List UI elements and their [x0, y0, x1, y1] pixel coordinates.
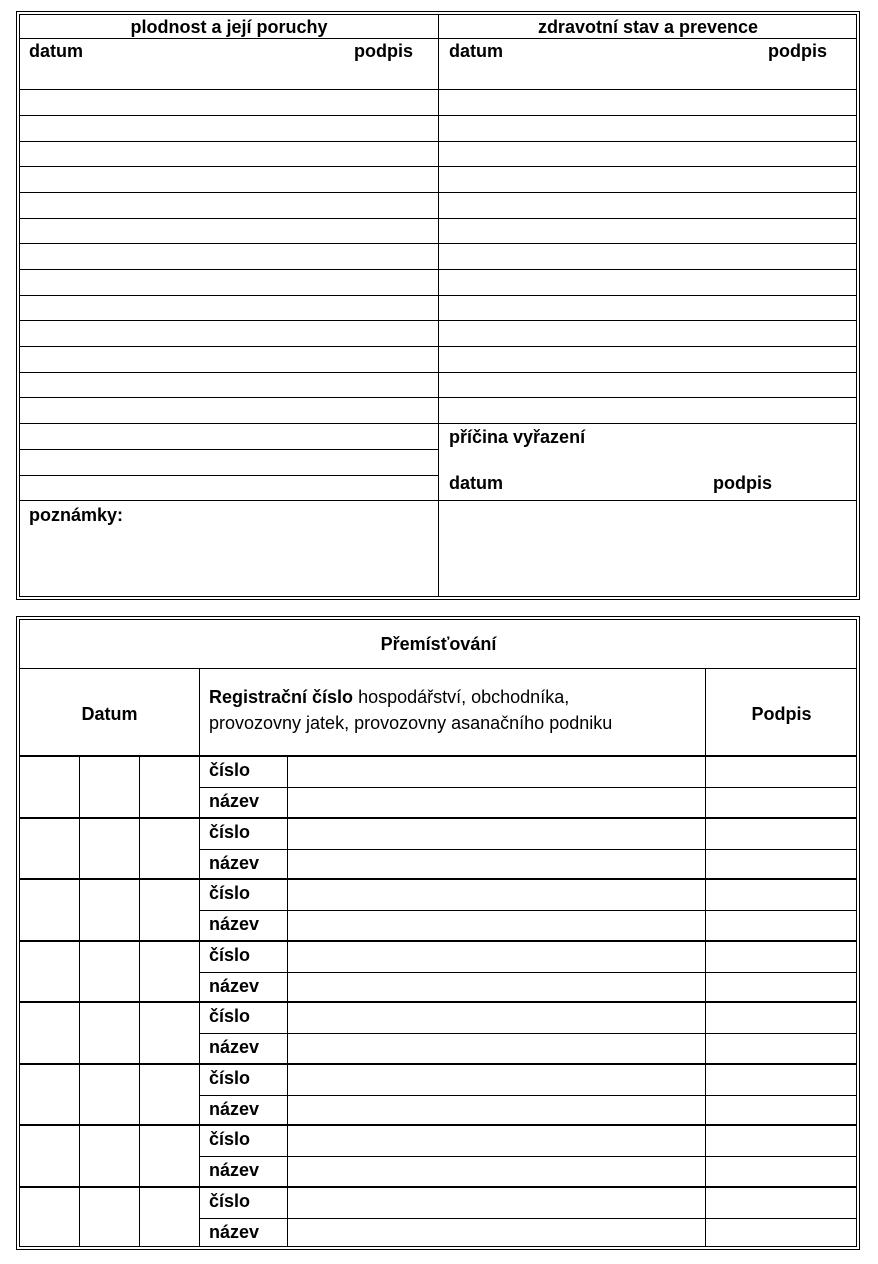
registration-number-field[interactable] [288, 818, 704, 849]
registration-name-field[interactable] [288, 973, 704, 1002]
fertility-entry-row[interactable] [20, 424, 438, 449]
signature-field[interactable] [706, 1125, 857, 1156]
name-label: název [209, 1222, 260, 1242]
signature-field[interactable] [706, 850, 857, 879]
registration-number-field[interactable] [288, 1187, 704, 1218]
registration-number-field[interactable] [288, 879, 704, 910]
month-field[interactable] [80, 1002, 139, 1063]
fertility-header: plodnost a její poruchy [130, 17, 328, 37]
signature-field[interactable] [706, 1064, 857, 1095]
health-row-line [438, 423, 857, 424]
number-label: číslo [209, 1191, 251, 1211]
fertility-entry-row[interactable] [20, 296, 438, 320]
signature-field[interactable] [706, 1187, 857, 1218]
number-label: číslo [209, 1129, 251, 1149]
health-entry-row[interactable] [439, 116, 857, 141]
health-entry-row[interactable] [439, 296, 857, 320]
fertility-signature-label: podpis [354, 41, 413, 61]
fertility-entry-row[interactable] [20, 398, 438, 423]
header-rule [19, 38, 857, 39]
registration-name-field[interactable] [288, 788, 704, 817]
health-entry-row[interactable] [439, 321, 857, 346]
registration-name-field[interactable] [288, 1157, 704, 1186]
number-label: číslo [209, 1006, 251, 1026]
signature-field[interactable] [706, 1157, 857, 1186]
signature-field[interactable] [706, 818, 857, 849]
notes-field[interactable] [20, 501, 438, 597]
health-entry-row[interactable] [439, 90, 857, 115]
cause-date-label: datum [449, 473, 503, 493]
year-field[interactable] [140, 818, 199, 879]
registration-name-field[interactable] [288, 850, 704, 879]
month-field[interactable] [80, 941, 139, 1002]
health-entry-row[interactable] [439, 193, 857, 218]
fertility-entry-row[interactable] [20, 244, 438, 269]
fertility-entry-row[interactable] [20, 142, 438, 166]
day-field[interactable] [20, 1187, 79, 1248]
registration-number-field[interactable] [288, 1064, 704, 1095]
health-entry-row[interactable] [439, 167, 857, 192]
name-label: název [209, 853, 260, 873]
name-label: název [209, 914, 260, 934]
registration-name-field[interactable] [288, 1034, 704, 1063]
month-field[interactable] [80, 1187, 139, 1248]
health-entry-row[interactable] [439, 270, 857, 295]
registration-number-field[interactable] [288, 1002, 704, 1033]
day-field[interactable] [20, 756, 79, 817]
name-label: název [209, 1099, 260, 1119]
year-field[interactable] [140, 1125, 199, 1186]
health-entry-row[interactable] [439, 347, 857, 372]
day-field[interactable] [20, 1064, 79, 1125]
health-signature-label: podpis [768, 41, 827, 61]
fertility-entry-row[interactable] [20, 167, 438, 192]
number-label: číslo [209, 822, 251, 842]
registration-number-field[interactable] [288, 941, 704, 972]
number-label: číslo [209, 883, 251, 903]
year-field[interactable] [140, 1002, 199, 1063]
transfer-title: Přemísťování [380, 634, 497, 654]
month-field[interactable] [80, 756, 139, 817]
registration-bold: Registrační číslo [209, 687, 354, 707]
notes-label: poznámky: [29, 505, 124, 525]
health-date-label: datum [449, 41, 503, 61]
fertility-date-label: datum [29, 41, 83, 61]
year-field[interactable] [140, 1187, 199, 1248]
number-label: číslo [209, 760, 251, 780]
signature-field[interactable] [706, 1034, 857, 1063]
year-field[interactable] [140, 756, 199, 817]
health-entry-row[interactable] [439, 142, 857, 166]
registration-number-field[interactable] [288, 1125, 704, 1156]
signature-column-header: Podpis [751, 704, 812, 724]
cause-of-removal-label: příčina vyřazení [449, 427, 586, 447]
fertility-entry-row[interactable] [20, 321, 438, 346]
registration-number-field[interactable] [288, 756, 704, 787]
day-field[interactable] [20, 941, 79, 1002]
health-entry-row[interactable] [439, 373, 857, 397]
day-field[interactable] [20, 1002, 79, 1063]
fertility-entry-row[interactable] [20, 450, 438, 475]
month-field[interactable] [80, 879, 139, 940]
number-label: číslo [209, 945, 251, 965]
day-field[interactable] [20, 1125, 79, 1186]
year-field[interactable] [140, 941, 199, 1002]
signature-field[interactable] [706, 941, 857, 972]
date-column-header: Datum [81, 704, 138, 724]
signature-field[interactable] [706, 1002, 857, 1033]
fertility-entry-row[interactable] [20, 347, 438, 372]
fertility-entry-row[interactable] [20, 270, 438, 295]
month-field[interactable] [80, 1064, 139, 1125]
health-entry-row[interactable] [439, 244, 857, 269]
registration-name-field[interactable] [288, 1219, 704, 1248]
cause-signature-label: podpis [713, 473, 772, 493]
name-label: název [209, 1037, 260, 1057]
year-field[interactable] [140, 1064, 199, 1125]
signature-field[interactable] [706, 911, 857, 940]
signature-field[interactable] [706, 756, 857, 787]
name-label: název [209, 976, 260, 996]
health-entry-row[interactable] [439, 219, 857, 243]
signature-field[interactable] [706, 1219, 857, 1248]
number-label: číslo [209, 1068, 251, 1088]
title-rule [19, 668, 857, 669]
registration-name-field[interactable] [288, 1096, 704, 1125]
health-header: zdravotní stav a prevence [537, 17, 759, 37]
fertility-entry-row[interactable] [20, 90, 438, 115]
signature-field[interactable] [706, 973, 857, 1002]
year-field[interactable] [140, 879, 199, 940]
signature-field[interactable] [706, 788, 857, 817]
month-field[interactable] [80, 818, 139, 879]
day-field[interactable] [20, 818, 79, 879]
fertility-entry-row[interactable] [20, 476, 438, 500]
cause-notes-field[interactable] [439, 501, 857, 597]
health-entry-row[interactable] [439, 398, 857, 423]
name-label: název [209, 791, 260, 811]
signature-field[interactable] [706, 879, 857, 910]
name-label: název [209, 1160, 260, 1180]
day-field[interactable] [20, 879, 79, 940]
month-field[interactable] [80, 1125, 139, 1186]
registration-header [209, 687, 569, 707]
registration-header-line2: provozovny jatek, provozovny asanačního podniku [209, 713, 613, 733]
fertility-entry-row[interactable] [20, 193, 438, 218]
signature-field[interactable] [706, 1096, 857, 1125]
registration-name-field[interactable] [288, 911, 704, 940]
fertility-entry-row[interactable] [20, 116, 438, 141]
registration-rest: hospodářství, obchodníka, [353, 687, 570, 707]
fertility-entry-row[interactable] [20, 219, 438, 243]
fertility-entry-row[interactable] [20, 373, 438, 397]
